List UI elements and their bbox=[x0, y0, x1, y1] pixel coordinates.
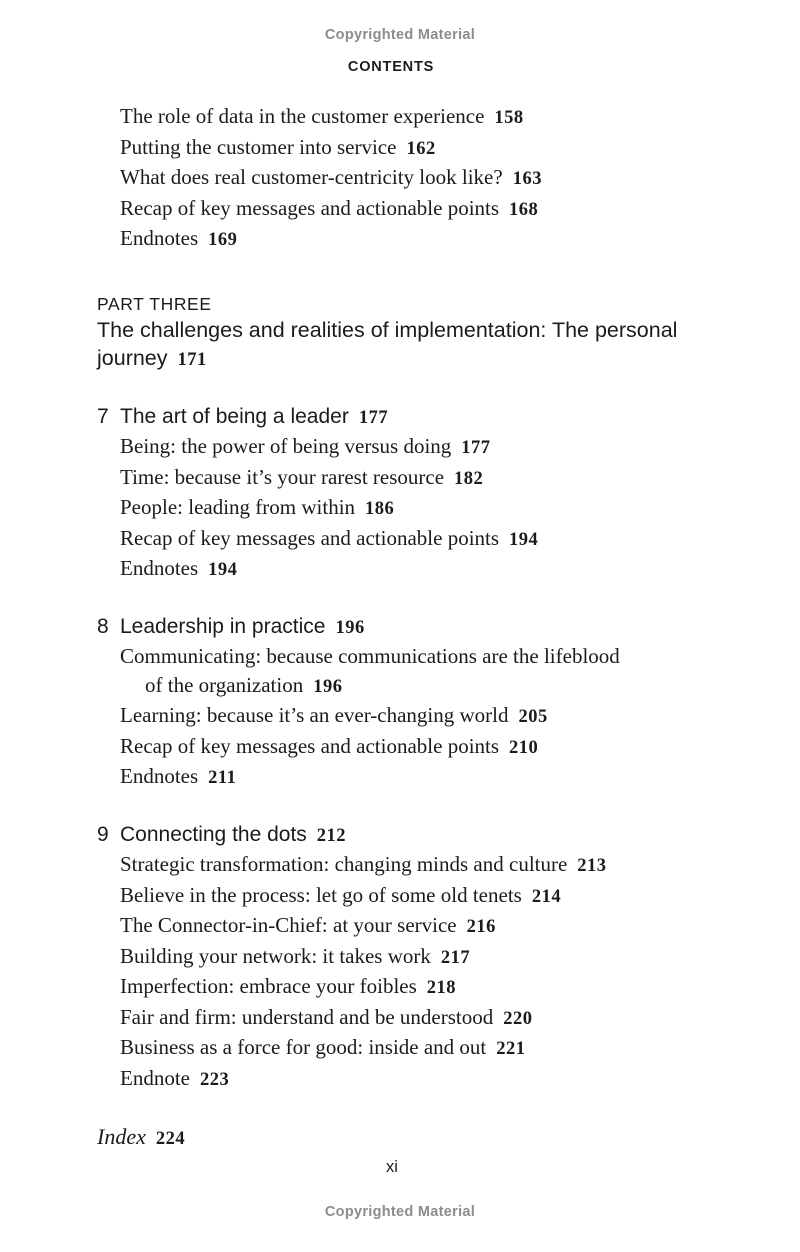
page-number: 221 bbox=[496, 1039, 526, 1059]
page-number: 186 bbox=[365, 499, 395, 519]
entry-line bbox=[120, 163, 720, 194]
toc-entry bbox=[120, 701, 720, 732]
entry-line bbox=[120, 942, 720, 973]
toc-entry bbox=[120, 463, 720, 494]
entry-line bbox=[120, 701, 720, 732]
chapter-title: Connecting the dots bbox=[120, 822, 307, 846]
page-number: 194 bbox=[208, 560, 238, 580]
entry-line bbox=[120, 642, 720, 671]
page-number: 224 bbox=[155, 1128, 186, 1149]
entry-text: Endnotes bbox=[120, 764, 199, 788]
entry-text: Fair and firm: understand and be understood bbox=[120, 1004, 494, 1029]
chapter-number: 8 bbox=[97, 614, 109, 638]
entry-line bbox=[120, 493, 720, 524]
chapter-title: The art of being a leader bbox=[120, 404, 349, 428]
entry-line bbox=[120, 911, 720, 942]
chapter-heading bbox=[97, 821, 720, 851]
toc-entry bbox=[120, 911, 720, 942]
chapter-heading bbox=[97, 403, 720, 433]
toc-entry bbox=[120, 224, 720, 255]
page-number: 210 bbox=[509, 737, 539, 758]
toc-entry bbox=[120, 432, 720, 463]
entry-text: Putting the customer into service bbox=[120, 134, 397, 159]
entry-text: Recap of key messages and actionable points bbox=[120, 195, 500, 220]
toc-entry bbox=[120, 732, 720, 763]
entry-line bbox=[120, 524, 720, 555]
entry-text: What does real customer-centricity look like? bbox=[120, 165, 503, 189]
copyright-notice-bottom: Copyrighted Material bbox=[324, 1204, 476, 1220]
page-number: 196 bbox=[335, 617, 365, 638]
toc-entry bbox=[120, 1064, 720, 1095]
part-title-line bbox=[97, 316, 720, 345]
entry-line bbox=[120, 1003, 720, 1034]
entry-line bbox=[120, 194, 720, 225]
part-label: PART THREE bbox=[97, 293, 212, 314]
entry-line bbox=[120, 133, 720, 164]
page-number: 168 bbox=[509, 199, 539, 220]
entry-text: Recap of key messages and actionable points bbox=[120, 733, 500, 758]
toc-entry bbox=[120, 972, 720, 1003]
toc-entry bbox=[120, 850, 720, 881]
entry-text: Recap of key messages and actionable points bbox=[120, 525, 500, 550]
table-of-contents bbox=[97, 102, 720, 1153]
page-number: 182 bbox=[454, 468, 484, 489]
entry-text: The Connector-in-Chief: at your service bbox=[120, 913, 457, 937]
toc-entry bbox=[120, 942, 720, 973]
page-number: 171 bbox=[177, 350, 207, 370]
part-title-line bbox=[97, 344, 720, 375]
entry-text: Endnote bbox=[120, 1065, 190, 1090]
page-number: 169 bbox=[208, 230, 238, 250]
entry-text: Being: the power of being versus doing bbox=[120, 434, 452, 458]
entry-line bbox=[120, 762, 720, 793]
chapter-heading bbox=[97, 613, 720, 643]
toc-entry bbox=[120, 102, 720, 133]
entry-text: Time: because it’s your rarest resource bbox=[120, 464, 445, 489]
entry-line bbox=[120, 881, 720, 912]
page-number: 212 bbox=[316, 825, 347, 846]
toc-entry bbox=[120, 554, 720, 585]
folio-page-number: xi bbox=[386, 1158, 398, 1176]
contents-title: CONTENTS bbox=[347, 59, 435, 75]
toc-entry bbox=[120, 194, 720, 225]
toc-entry bbox=[120, 133, 720, 164]
entry-text: Learning: because it’s an ever-changing world bbox=[120, 703, 509, 727]
toc-chapter-9 bbox=[97, 821, 720, 1095]
page-number: 162 bbox=[406, 138, 436, 159]
entry-text: The role of data in the customer experience bbox=[120, 104, 485, 128]
toc-entry bbox=[120, 642, 720, 701]
entry-line bbox=[120, 1064, 720, 1095]
page-number: 205 bbox=[518, 707, 548, 727]
chapter-number: 9 bbox=[97, 822, 109, 846]
entry-text: People: leading from within bbox=[120, 495, 356, 519]
entry-line bbox=[120, 463, 720, 494]
entry-line bbox=[120, 432, 720, 463]
page-number: 218 bbox=[426, 978, 457, 998]
entry-line bbox=[120, 671, 720, 702]
entry-line bbox=[120, 554, 720, 585]
page-number: 177 bbox=[461, 438, 491, 458]
toc-entry bbox=[120, 881, 720, 912]
entry-line bbox=[120, 972, 720, 1003]
entry-text: Strategic transformation: changing minds and culture bbox=[120, 852, 568, 876]
entry-text: Believe in the process: let go of some old tenets bbox=[120, 882, 522, 907]
page-number: 217 bbox=[440, 947, 471, 968]
page-number: 163 bbox=[512, 169, 542, 189]
entry-text: Building your network: it takes work bbox=[120, 943, 431, 968]
entry-line bbox=[120, 1033, 720, 1064]
toc-entry bbox=[120, 493, 720, 524]
part-title-text: The challenges and realities of implementation: The personal bbox=[97, 317, 678, 342]
index-entry bbox=[97, 1123, 720, 1154]
page-number: 223 bbox=[199, 1069, 230, 1090]
entry-text: Endnotes bbox=[120, 226, 199, 250]
entry-text: Imperfection: embrace your foibles bbox=[120, 974, 417, 998]
entry-line bbox=[120, 732, 720, 763]
toc-entry bbox=[120, 1003, 720, 1034]
chapter-number: 7 bbox=[97, 404, 109, 428]
entry-text: Endnotes bbox=[120, 556, 199, 580]
chapter-title: Leadership in practice bbox=[120, 614, 326, 638]
toc-entry bbox=[120, 163, 720, 194]
page-number: 214 bbox=[531, 886, 562, 907]
entry-text: Communicating: because communications are the lifeblood bbox=[120, 644, 620, 668]
entry-line bbox=[120, 102, 720, 133]
entry-text: of the organization bbox=[145, 672, 304, 697]
part-title-text: journey bbox=[97, 346, 168, 370]
page-number: 213 bbox=[577, 856, 607, 876]
toc-part bbox=[97, 293, 720, 375]
page-number: 158 bbox=[494, 108, 524, 128]
toc-entry bbox=[120, 1033, 720, 1064]
copyright-notice-top: Copyrighted Material bbox=[324, 27, 476, 43]
entry-line bbox=[120, 850, 720, 881]
toc-block-subentries bbox=[120, 102, 720, 255]
page-number: 216 bbox=[466, 917, 496, 937]
toc-entry bbox=[120, 524, 720, 555]
page-number: 177 bbox=[358, 407, 389, 428]
index-title: Index bbox=[97, 1123, 146, 1149]
toc-chapter-8 bbox=[97, 613, 720, 793]
page-number: 196 bbox=[313, 676, 343, 697]
entry-text: Business as a force for good: inside and out bbox=[120, 1035, 487, 1059]
toc-entry bbox=[120, 762, 720, 793]
page-number: 220 bbox=[503, 1008, 533, 1029]
page-number: 194 bbox=[509, 529, 539, 550]
page-number: 211 bbox=[208, 768, 237, 788]
entry-line bbox=[120, 224, 720, 255]
toc-chapter-7 bbox=[97, 403, 720, 585]
